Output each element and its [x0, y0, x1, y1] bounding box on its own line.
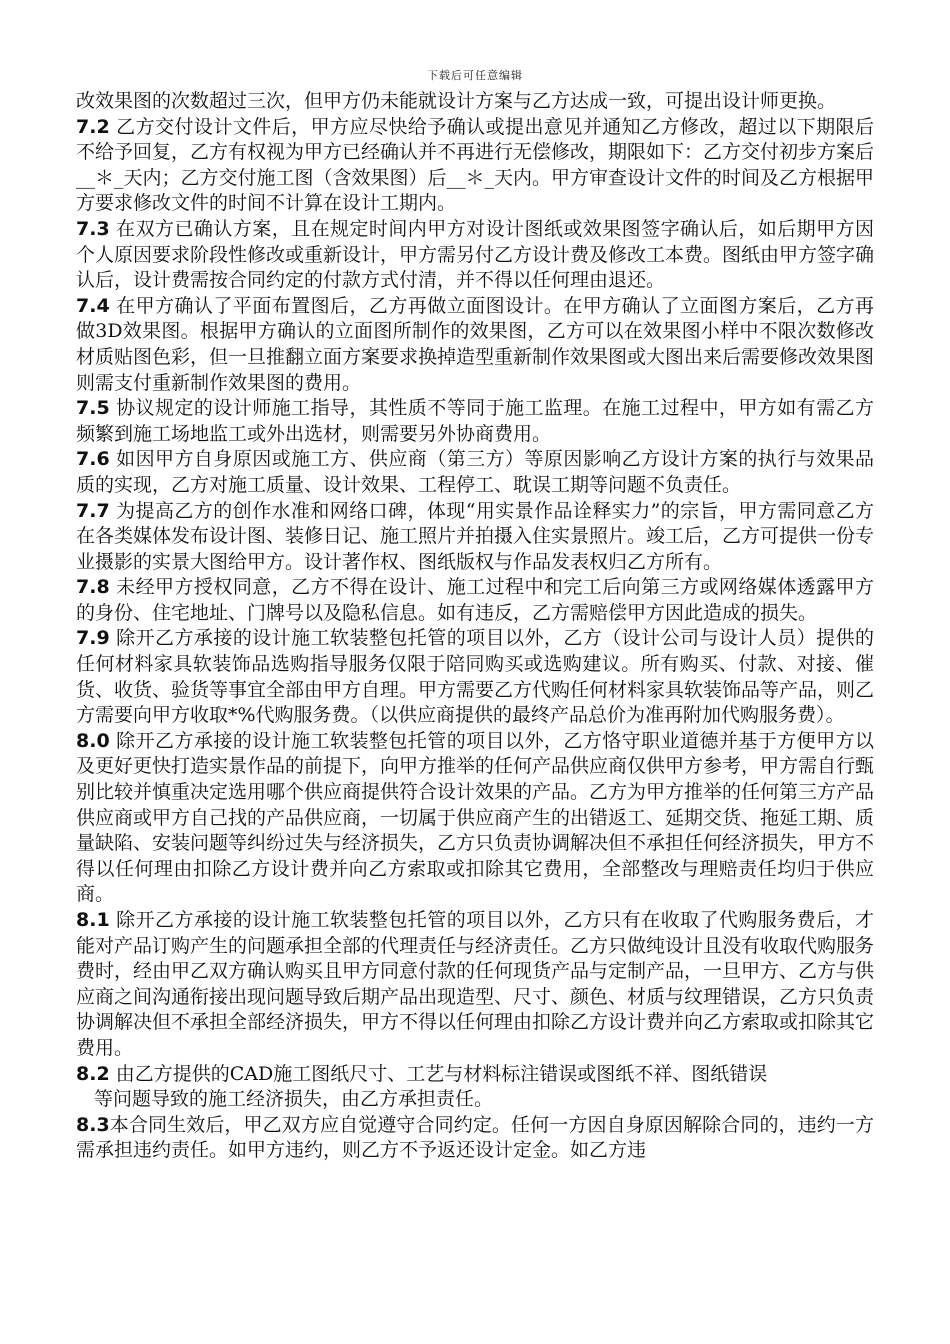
clause-number: 7.4: [76, 294, 110, 317]
clause-number: 7.2: [76, 115, 110, 138]
page-header: 下载后可任意编辑: [427, 69, 523, 82]
paragraph-text: 改效果图的次数超过三次，但甲方仍未能就设计方案与乙方达成一致，可提出设计师更换。: [76, 90, 837, 112]
clause-text: 为提高乙方的创作水准和网络口碑，体现“用实景作品诠释实力”的宗旨，甲方需同意乙方在各类媒体发布设计图、装修日记、施工照片并拍摄入住实景照片。竣工后，乙方可提供一份专业摄影的实景大图给甲方。设计著作权、图纸版权与作品发表权归乙方所有。: [76, 499, 875, 573]
clause-text: 乙方交付设计文件后，甲方应尽快给予确认或提出意见并通知乙方修改，超过以下期限后不给予回复，乙方有权视为甲方已经确认并不再进行无偿修改，期限如下：乙方交付初步方案后__＊_天内；乙方交付施工图（含效果图）后__＊_天内。甲方审查设计文件的时间及乙方根据甲方要求修改文件的时间不计算在设计工期内。: [76, 115, 875, 215]
clause-7-2: [76, 115, 874, 217]
clause-text: 由乙方提供的CAD施工图纸尺寸、工艺与材料标注错误或图纸不祥、图纸错误: [109, 1062, 768, 1085]
paragraph-intro: [76, 89, 874, 115]
clause-text: 协议规定的设计师施工指导，其性质不等同于施工监理。在施工过程中，甲方如有需乙方频繁到施工场地监工或外出选材，则需要另外协商费用。: [76, 397, 874, 445]
clause-7-8: [76, 575, 874, 626]
clause-text: 在双方已确认方案，且在规定时间内甲方对设计图纸或效果图签字确认后，如后期甲方因个人原因要求阶段性修改或重新设计，甲方需另付乙方设计费及修改工本费。图纸由甲方签字确认后，设计费需按合同约定的付款方式付清，并不得以任何理由退还。: [76, 217, 875, 292]
clause-number: 7.3: [76, 217, 110, 240]
clause-8-2: [76, 1062, 874, 1088]
clause-text: 除开乙方承接的设计施工软装整包托管的项目以外，乙方（设计公司与设计人员）提供的任何材料家具软装饰品选购指导服务仅限于陪同购买或选购建议。所有购买、付款、对接、催货、收货、验货等事宜全部由甲方自理。甲方需要乙方代购任何材料家具软装饰品等产品，则乙方需要向甲方收取*%代购服务费。（以供应商提供的最终产品总价为准再附加代购服务费）。: [76, 627, 875, 727]
clause-8-0: [76, 729, 874, 908]
clause-text: 在甲方确认了平面布置图后，乙方再做立面图设计。在甲方确认了立面图方案后，乙方再做3D效果图。根据甲方确认的立面图所制作的效果图，乙方可以在效果图小样中不限次数修改材质贴图色彩，但一旦推翻立面方案要求换掉造型重新制作效果图或大图出来后需要修改效果图则需支付重新制作效果图的费用。: [76, 294, 875, 394]
clause-text: 如因甲方自身原因或施工方、供应商（第三方）等原因影响乙方设计方案的执行与效果品质的实现，乙方对施工质量、设计效果、工程停工、耽误工期等问题不负责任。: [76, 448, 874, 496]
clause-text: 除开乙方承接的设计施工软装整包托管的项目以外，乙方恪守职业道德并基于方便甲方以及更好更快打造实景作品的前提下，向甲方推举的任何产品供应商仅供甲方参考，甲方需自行甄别比较并慎重决定选用哪个供应商提供符合设计效果的产品。乙方为甲方推举的任何第三方产品供应商或甲方自己找的产品供应商，一切属于供应商产生的出错返工、延期交货、拖延工期、质量缺陷、安装问题等纠纷过失与经济损失，乙方只负责协调解决但不承担任何经济损失，甲方不得以任何理由扣除乙方设计费并向乙方索取或扣除其它费用，全部整改与理赔责任均归于供应商。: [76, 729, 875, 906]
clause-text: 本合同生效后，甲乙双方应自觉遵守合同约定。任何一方因自身原因解除合同的，违约一方需承担违约责任。如甲方违约，则乙方不予返还设计定金。如乙方违: [76, 1113, 874, 1162]
clause-text: 等问题导致的施工经济损失，由乙方承担责任。: [94, 1088, 494, 1111]
clause-number: 8.3: [76, 1113, 110, 1136]
clause-7-3: [76, 217, 874, 294]
clause-number: 8.2: [76, 1062, 110, 1085]
clause-7-7: [76, 499, 874, 576]
clause-7-6: [76, 447, 874, 498]
clause-number: 7.9: [76, 627, 110, 650]
clause-8-3: [76, 1113, 874, 1164]
clause-number: 8.0: [76, 729, 110, 752]
clause-number: 7.6: [76, 448, 110, 471]
clause-number: 7.7: [76, 499, 110, 522]
clause-number: 7.8: [76, 576, 110, 599]
clause-text: 未经甲方授权同意，乙方不得在设计、施工过程中和完工后向第三方或网络媒体透露甲方的身份、住宅地址、门牌号以及隐私信息。如有违反，乙方需赔偿甲方因此造成的损失。: [76, 576, 874, 624]
document-body: [0, 89, 950, 1164]
clause-number: 7.5: [76, 397, 110, 420]
clause-text: 除开乙方承接的设计施工软装整包托管的项目以外，乙方只有在收取了代购服务费后，才能对产品订购产生的问题承担全部的代理责任与经济责任。乙方只做纯设计且没有收取代购服务费时，经由甲乙双方确认购买且甲方同意付款的任何现货产品与定制产品，一旦甲方、乙方与供应商之间沟通衔接出现问题导致后期产品出现造型、尺寸、颜色、材质与纹理错误，乙方只负责协调解决但不承担全部经济损失，甲方不得以任何理由扣除乙方设计费并向乙方索取或扣除其它费用。: [76, 909, 875, 1059]
clause-number: 8.1: [76, 909, 110, 931]
clause-7-4: [76, 294, 874, 396]
clause-7-5: [76, 396, 874, 447]
clause-8-2-continuation: [76, 1087, 874, 1113]
clause-7-9: [76, 626, 874, 728]
clause-8-1: [76, 908, 874, 1062]
